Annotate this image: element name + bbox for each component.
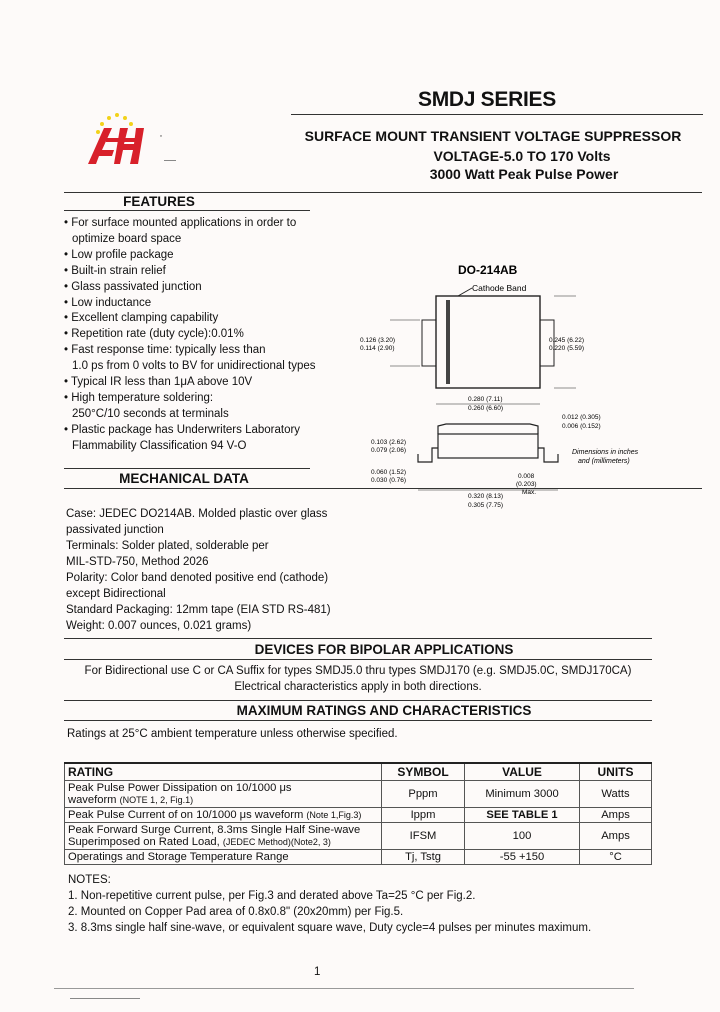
company-logo [84, 110, 184, 168]
package-body-side [438, 424, 538, 434]
feature-item: • Glass passivated junction [64, 280, 202, 293]
rating-line2: Superimposed on Rated Load, [68, 836, 220, 848]
table-row [65, 808, 652, 823]
dim-b1: 0.245 (6.22) [549, 337, 585, 344]
col-value: VALUE [465, 763, 580, 781]
feature-item: • Excellent clamping capability [64, 312, 219, 325]
dim-h1: 0.320 (8.13) [468, 493, 504, 500]
symbol-cell: Tj, Tstg [382, 850, 465, 865]
note-item: 2. Mounted on Copper Pad area of 0.8x0.8" (20x20mm) per Fig.5. [68, 906, 404, 918]
dim-d1: 0.012 (0.305) [562, 414, 601, 421]
dim-b2: 0.220 (5.59) [549, 345, 585, 352]
logo-stars-icon [96, 113, 133, 134]
value-cell: SEE TABLE 1 [465, 808, 580, 823]
feature-item: • High temperature soldering: [64, 391, 214, 404]
svg-text:*: * [160, 135, 162, 141]
mechanical-list [66, 506, 386, 634]
feature-item: optimize board space [72, 232, 182, 245]
feature-item: 250°C/10 seconds at terminals [72, 407, 229, 420]
package-name: DO-214AB [458, 263, 518, 277]
dim-c1: 0.280 (7.11) [468, 396, 503, 403]
rating-note: (NOTE 1, 2, Fig.1) [119, 795, 194, 805]
rating-line1: Peak Pulse Current of on 10/1000 μs waveform [68, 809, 304, 821]
mech-line: Polarity: Color band denoted positive end (cathode) [66, 572, 329, 584]
page-number: 1 [314, 966, 321, 978]
mech-line: Terminals: Solder plated, solderable per [66, 540, 269, 552]
ratings-bottom-rule [64, 720, 652, 721]
dim-a1: 0.126 (3.20) [360, 337, 396, 344]
package-body-top [436, 296, 540, 388]
subtitle-main: SURFACE MOUNT TRANSIENT VOLTAGE SUPPRESSOR [304, 128, 682, 144]
ratings-heading: MAXIMUM RATINGS AND CHARACTERISTICS [236, 703, 532, 718]
features-bottom-rule [64, 210, 310, 211]
dim-h2: 0.305 (7.75) [468, 502, 504, 509]
mech-line: Case: JEDEC DO214AB. Molded plastic over glass [66, 508, 328, 520]
mech-top-rule [64, 468, 310, 469]
subtitle-voltage: VOLTAGE-5.0 TO 170 Volts [433, 148, 611, 164]
dim-g3: Max. [522, 489, 537, 496]
feature-item: • Low inductance [64, 296, 152, 309]
units-cell: Amps [580, 823, 652, 850]
mech-line: Weight: 0.007 ounces, 0.021 grams) [66, 620, 252, 632]
feature-item: • Plastic package has Underwriters Laboratory [64, 423, 301, 436]
note-item: 1. Non-repetitive current pulse, per Fig.3 and derated above Ta=25 °C per Fig.2. [68, 890, 476, 902]
feature-item: • Low profile package [64, 248, 174, 261]
table-row [65, 823, 652, 850]
dim-f2: 0.030 (0.76) [371, 477, 407, 484]
dim-d2: 0.006 (0.152) [562, 423, 601, 430]
mechanical-heading: MECHANICAL DATA [119, 471, 249, 486]
rating-cell [65, 823, 382, 850]
units-note-2: and (millimeters) [578, 458, 630, 465]
cathode-band-label: Cathode Band [472, 283, 527, 293]
table-row [65, 850, 652, 865]
dim-e2: 0.079 (2.06) [371, 447, 407, 454]
col-symbol: SYMBOL [382, 763, 465, 781]
dim-g2: (0.203) [516, 481, 537, 488]
ratings-intro: Ratings at 25°C ambient temperature unless otherwise specified. [67, 728, 398, 740]
logo-letters-icon [88, 128, 144, 164]
package-diagram [340, 258, 680, 514]
symbol-cell: Pppm [382, 781, 465, 808]
units-cell: °C [580, 850, 652, 865]
col-rating: RATING [65, 763, 382, 781]
rating-line1: Peak Forward Surge Current, 8.3ms Single Half Sine-wave [68, 824, 361, 836]
table-header-row [65, 763, 652, 781]
bipolar-top-rule [64, 638, 652, 639]
mech-line: MIL-STD-750, Method 2026 [66, 556, 209, 568]
units-cell: Watts [580, 781, 652, 808]
dim-c2: 0.260 (6.60) [468, 405, 504, 412]
series-title: SMDJ SERIES [418, 88, 556, 111]
feature-item: • Typical IR less than 1μA above 10V [64, 376, 253, 389]
symbol-cell: Ippm [382, 808, 465, 823]
symbol-cell: IFSM [382, 823, 465, 850]
units-cell: Amps [580, 808, 652, 823]
features-heading: FEATURES [123, 194, 195, 209]
cathode-band-mark [446, 300, 450, 384]
value-cell: Minimum 3000 [465, 781, 580, 808]
rating-line2: waveform [68, 794, 117, 806]
rating-cell [65, 850, 382, 865]
col-units: UNITS [580, 763, 652, 781]
mech-bottom-rule [64, 488, 702, 489]
notes-heading: NOTES: [68, 874, 111, 886]
subtitle-power: 3000 Watt Peak Pulse Power [429, 166, 619, 182]
dim-e1: 0.103 (2.62) [371, 439, 407, 446]
rating-note: (JEDEC Method)(Note2, 3) [222, 837, 331, 847]
dim-a2: 0.114 (2.90) [360, 345, 395, 352]
dim-g1: 0.008 [518, 473, 535, 480]
mech-line: Standard Packaging: 12mm tape (EIA STD RS-481) [66, 604, 331, 616]
rating-note: (Note 1,Fig.3) [306, 810, 362, 820]
rating-line1: Operatings and Storage Temperature Range [68, 851, 289, 863]
value-cell: 100 [465, 823, 580, 850]
dim-f1: 0.060 (1.52) [371, 469, 407, 476]
note-item: 3. 8.3ms single half sine-wave, or equivalent square wave, Duty cycle=4 pulses per minutes maximum. [68, 922, 592, 934]
rating-line1: Peak Pulse Power Dissipation on 10/1000 μs [68, 782, 292, 794]
mech-line: passivated junction [66, 524, 164, 536]
features-list [64, 216, 364, 455]
feature-item: 1.0 ps from 0 volts to BV for unidirectional types [72, 360, 316, 373]
table-row [65, 781, 652, 808]
notes-block [68, 872, 591, 936]
bipolar-line-2: Electrical characteristics apply in both directions. [234, 681, 482, 693]
features-top-rule [64, 192, 702, 193]
value-cell: -55 +150 [465, 850, 580, 865]
ratings-table [64, 762, 652, 865]
bipolar-heading: DEVICES FOR BIPOLAR APPLICATIONS [254, 642, 514, 657]
ratings-top-rule [64, 700, 652, 701]
bipolar-bottom-rule [64, 659, 652, 660]
feature-item: • Fast response time: typically less than [64, 344, 266, 357]
units-note-1: Dimensions in inches [572, 449, 639, 456]
feature-item: • For surface mounted applications in order to [64, 217, 297, 229]
feature-item: • Built-in strain relief [64, 264, 166, 277]
footer-mark [70, 998, 140, 999]
feature-item: Flammability Classification 94 V-O [72, 439, 247, 452]
title-rule [291, 114, 703, 115]
feature-item: • Repetition rate (duty cycle):0.01% [64, 328, 244, 341]
rating-cell [65, 781, 382, 808]
bipolar-line-1: For Bidirectional use C or CA Suffix for types SMDJ5.0 thru types SMDJ170 (e.g. SMDJ5.0C, SMDJ170CA) [84, 665, 632, 677]
mech-line: except Bidirectional [66, 588, 166, 600]
rating-cell [65, 808, 382, 823]
footer-rule [54, 988, 634, 989]
